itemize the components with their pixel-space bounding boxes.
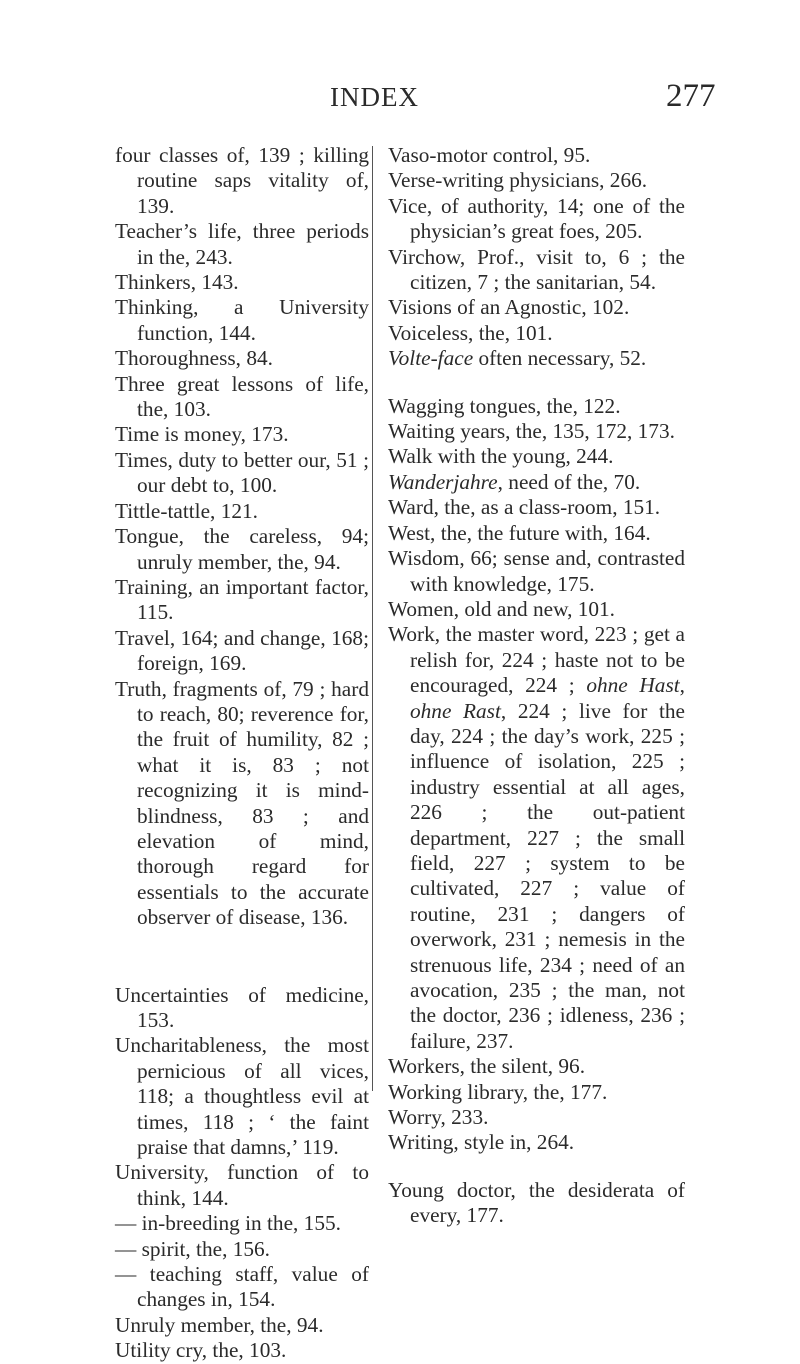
column-divider — [372, 146, 373, 1091]
index-entry: Utility cry, the, 103. — [115, 1338, 287, 1363]
index-entry: Thinkers, 143. — [115, 270, 239, 295]
index-entry: Virchow, Prof., visit to, 6 ; the citizen, 7 ; the sanitarian, 54. — [388, 244, 685, 295]
page-number: 277 — [666, 78, 716, 114]
index-entry: Unruly member, the, 94. — [115, 1312, 324, 1337]
index-entry: Vice, of authority, 14; one of the physician’s great foes, 205. — [388, 193, 685, 244]
italic-term: ohne Hast — [586, 673, 680, 698]
index-entry: Uncertainties of medicine, 153. — [115, 982, 369, 1032]
index-entry: Worry, 233. — [388, 1105, 489, 1130]
index-entry: Walk with the young, 244. — [388, 444, 614, 469]
index-entry: Times, duty to better our, 51 ; our debt to, 100. — [115, 447, 369, 498]
index-entry-volte-face — [388, 346, 685, 371]
index-entry: Tongue, the careless, 94; unruly member, the, 94. — [115, 524, 369, 574]
index-entry: Teacher’s life, three periods in the, 243. — [115, 219, 369, 269]
entry-text: , need of the, 70. — [497, 469, 641, 494]
index-entry: Thinking, a University function, 144. — [115, 295, 369, 345]
index-left-column — [115, 143, 369, 1364]
running-title: INDEX — [330, 82, 419, 112]
index-entry: Working library, the, 177. — [388, 1079, 608, 1104]
index-subentry: — teaching staff, value of changes in, 154. — [115, 1262, 369, 1312]
index-entry: West, the, the future with, 164. — [388, 520, 651, 545]
index-entry: Three great lessons of life, the, 103. — [115, 371, 369, 422]
index-entry: Truth, fragments of, 79 ; hard to reach, 80; reverence for, the fruit of humility, 82 ; what it is, 83 ; not recognizing it is mind-blindness, 83 ; and elevation of mind, thorough regard for essentials to the accurate observer of disease, 136. — [115, 676, 369, 930]
italic-term: Wanderjahre — [388, 469, 498, 494]
index-entry: Wagging tongues, the, 122. — [388, 393, 621, 418]
index-entry: Writing, style in, 264. — [388, 1130, 575, 1155]
index-entry: Young doctor, the desiderata of every, 177. — [388, 1177, 685, 1228]
index-entry: Women, old and new, 101. — [388, 596, 615, 621]
index-entry-wanderjahre — [388, 470, 685, 495]
index-right-column — [388, 143, 685, 1229]
index-entry: Travel, 164; and change, 168; foreign, 169. — [115, 625, 369, 676]
index-entry: Thoroughness, 84. — [115, 346, 273, 371]
italic-term: Volte-face — [388, 346, 474, 371]
index-entry: four classes of, 139 ; killing routine saps vitality of, 139. — [115, 143, 369, 218]
letter-group-spacer — [388, 372, 685, 394]
index-entry: Training, an important factor, 115. — [115, 574, 369, 625]
italic-term: ohne Rast — [410, 698, 501, 723]
index-entry: Verse-writing physicians, 266. — [388, 168, 648, 193]
index-subentry: — spirit, the, 156. — [115, 1236, 270, 1261]
index-entry: Uncharitableness, the most pernicious of all vices, 118; a thoughtless evil at times, 118 ; ‘ the faint praise that damns,’ 119. — [115, 1033, 369, 1160]
index-entry: Time is money, 173. — [115, 422, 289, 447]
letter-group-spacer — [388, 1156, 685, 1178]
letter-group-spacer — [115, 931, 369, 983]
index-entry: Waiting years, the, 135, 172, 173. — [388, 419, 675, 444]
index-entry: Vaso-motor control, 95. — [388, 143, 591, 167]
index-entry: University, function of to think, 144. — [115, 1160, 369, 1210]
entry-text: , — [679, 673, 685, 698]
page-header — [0, 78, 800, 118]
index-entry: Ward, the, as a class-room, 151. — [388, 495, 661, 520]
index-entry: Wisdom, 66; sense and, contrasted with knowledge, 175. — [388, 546, 685, 596]
index-entry-work — [388, 622, 685, 1054]
index-entry: Tittle-tattle, 121. — [115, 498, 258, 523]
entry-text: often necessary, 52. — [473, 346, 647, 371]
index-entry: Voiceless, the, 101. — [388, 320, 553, 345]
entry-text: , 224 ; live for the day, 224 ; the day’s work, 225 ; influence of isolation, 225 ; industry essential at all ages, 226 ; the out-patient department, 227 ; the small field, 227 ; system to be cultivated, 227 ; value of routine, 231 ; dangers of overwork, 231 ; nemesis in the strenuous life, 234 ; need of an avocation, 235 ; the man, not the doctor, 236 ; idleness, 236 ; failure, 237. — [410, 698, 685, 1053]
index-entry: Workers, the silent, 96. — [388, 1054, 586, 1079]
index-entry: Visions of an Agnostic, 102. — [388, 295, 630, 320]
entry-text: Work, the master word, 223 ; get a relish for, 224 ; haste not to be encouraged, 224 ; — [388, 622, 685, 698]
index-subentry: — in-breeding in the, 155. — [115, 1211, 341, 1236]
